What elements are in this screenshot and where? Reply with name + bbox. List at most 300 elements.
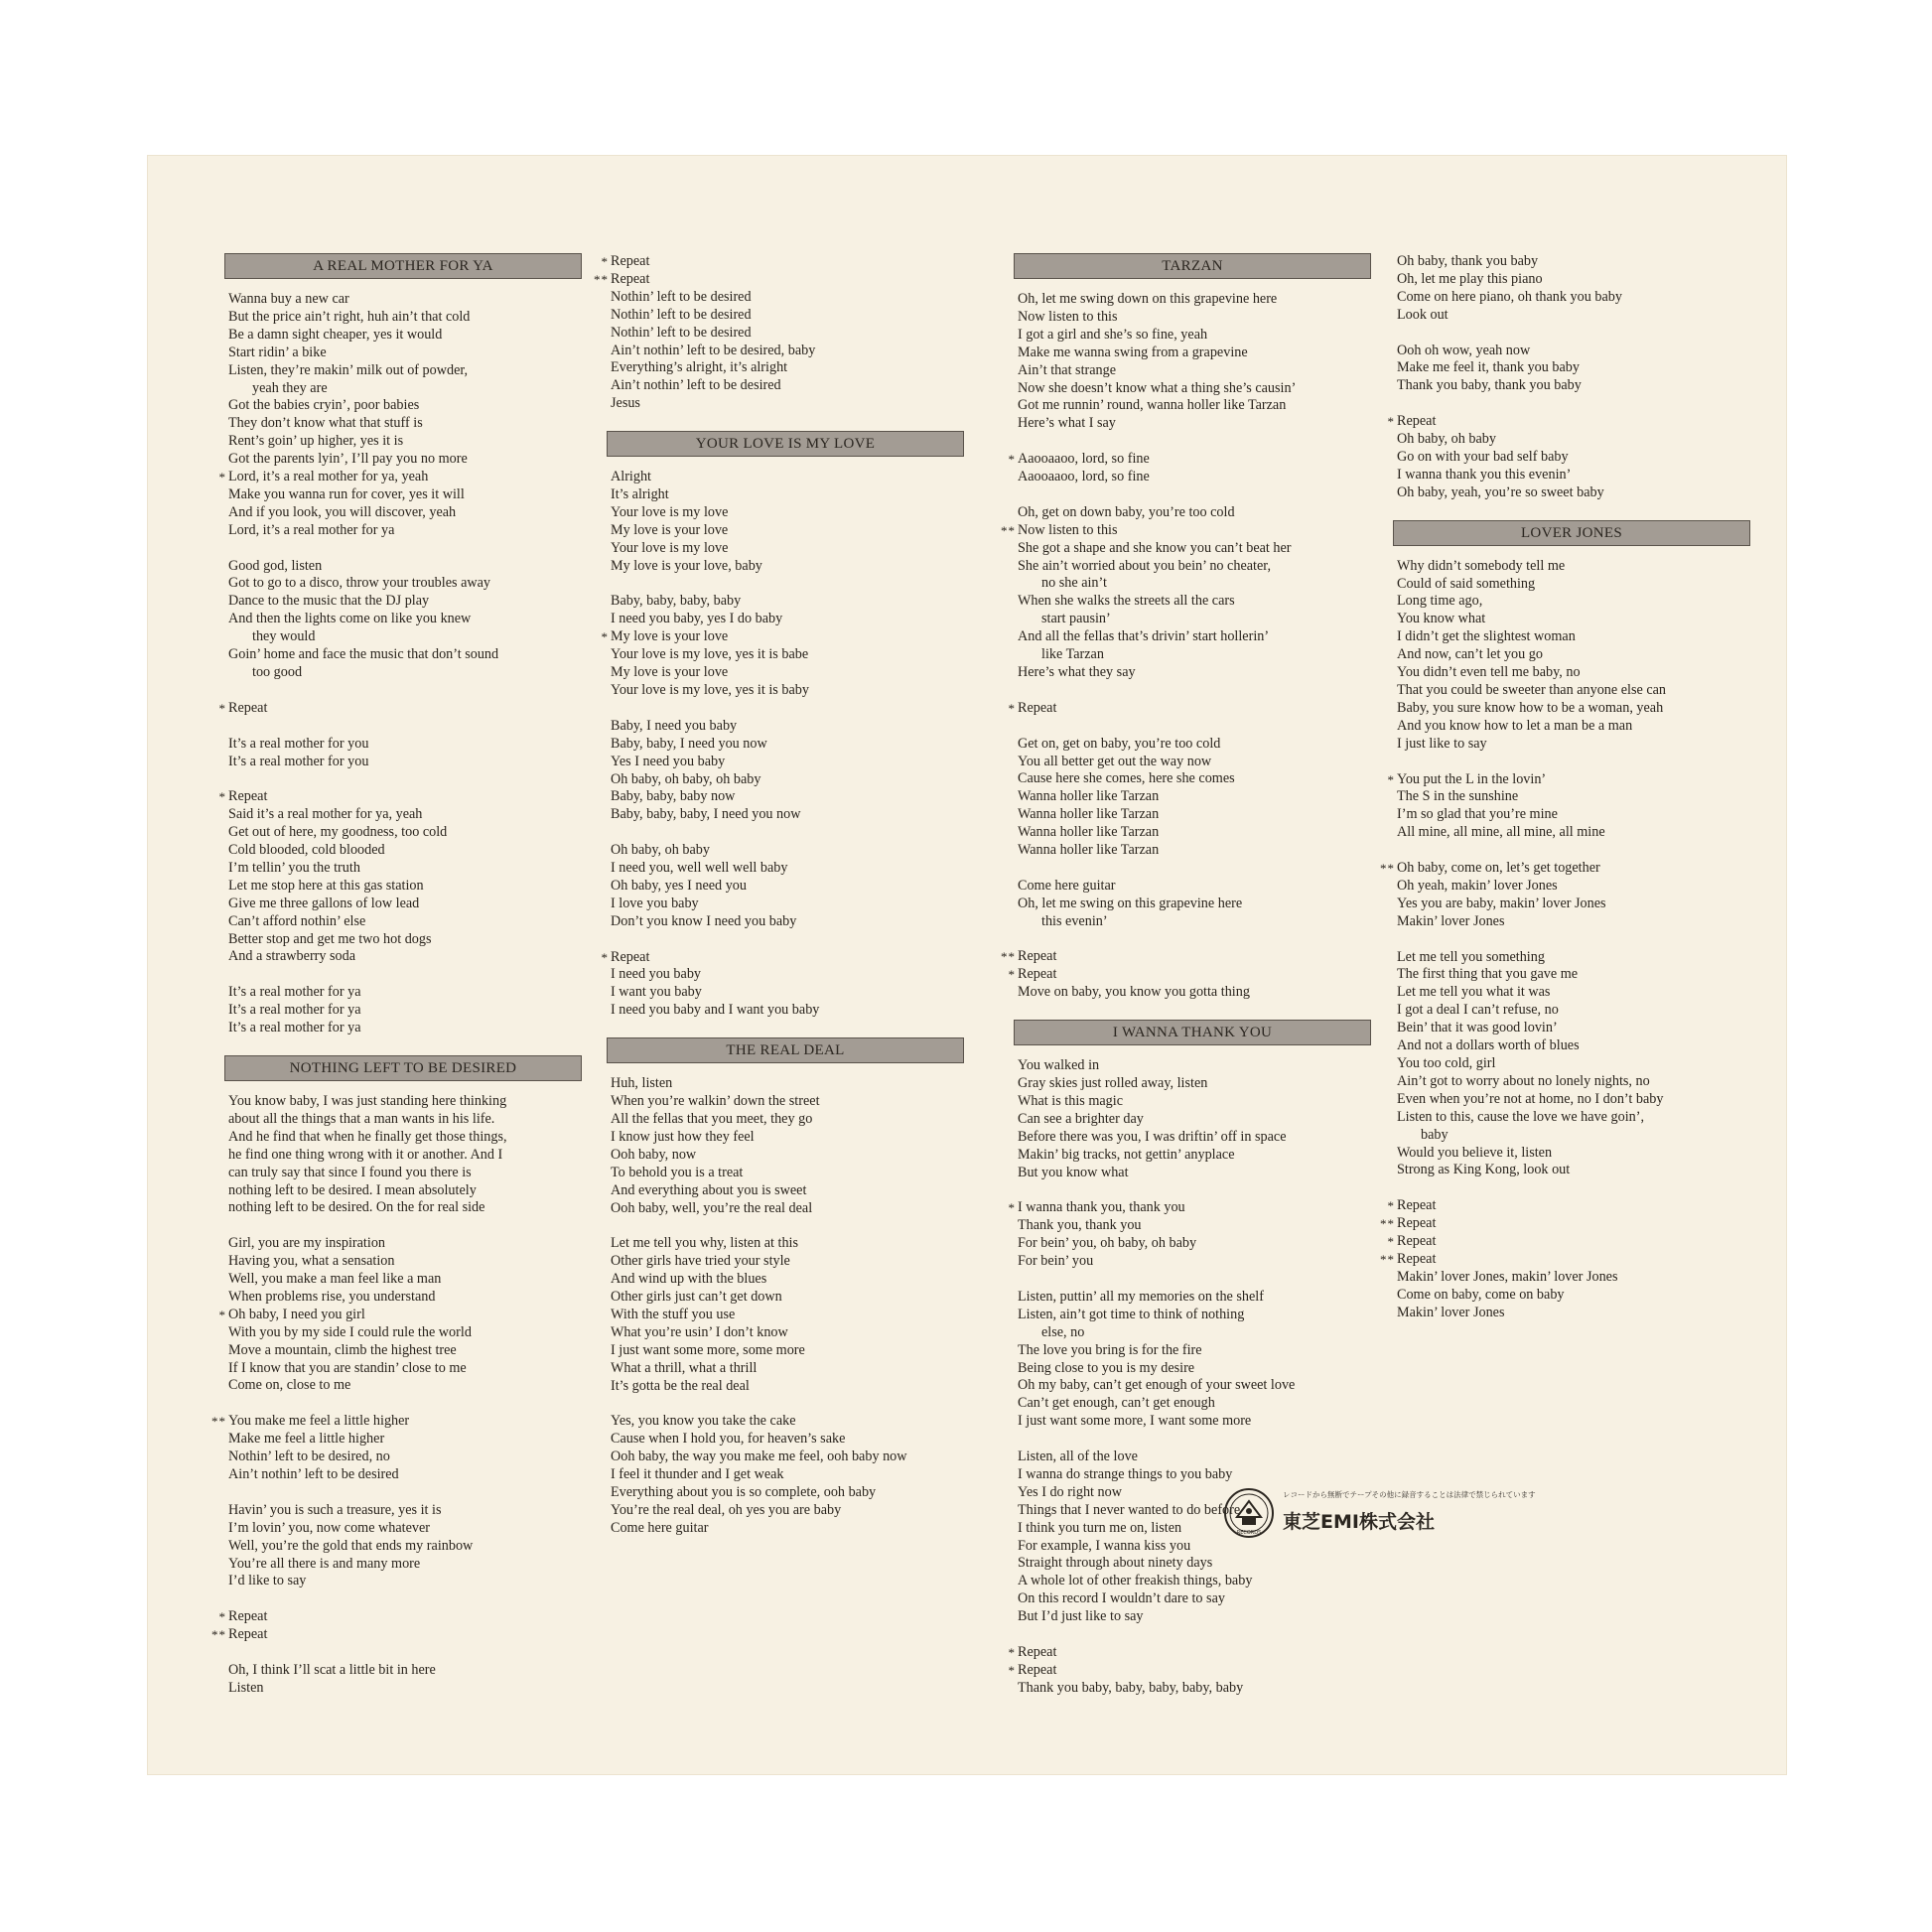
- lyric-line: [607, 377, 964, 395]
- lyric-text: Nothin’ left to be desired: [611, 288, 752, 305]
- lyric-text: You walked in: [1018, 1057, 1100, 1074]
- lyric-text: Wanna holler like Tarzan: [1018, 842, 1160, 859]
- lyric-text: Move on baby, you know you gotta thing: [1018, 984, 1250, 1001]
- lyric-text: Havin’ you is such a treasure, yes it is: [228, 1501, 442, 1518]
- lyric-line: [607, 1075, 964, 1093]
- lyric-line: [1393, 325, 1750, 343]
- lyric-text: But I’d just like to say: [1018, 1608, 1144, 1625]
- lyric-line: [1014, 1573, 1371, 1590]
- lyric-text: Your love is my love: [611, 503, 729, 520]
- lyric-text: Come on baby, come on baby: [1397, 1286, 1565, 1303]
- lyric-line: [1393, 558, 1750, 576]
- lyric-line: [1393, 788, 1750, 806]
- lyric-line: [1393, 431, 1750, 449]
- lyric-text: Listen, puttin’ all my memories on the shelf: [1018, 1288, 1264, 1305]
- lyric-text: It’s a real mother for ya: [228, 984, 361, 1001]
- lyric-line: [224, 1573, 582, 1590]
- lyric-line: [607, 504, 964, 522]
- lyric-text: they would: [252, 628, 316, 645]
- lyric-line: [607, 842, 964, 860]
- lyric-text: I didn’t get the slightest woman: [1397, 628, 1576, 645]
- lyric-text: What a thrill, what a thrill: [611, 1359, 758, 1376]
- lyric-text: Things that I never wanted to do before: [1018, 1501, 1241, 1518]
- lyric-line: [1014, 1165, 1371, 1182]
- song-block: [607, 1037, 964, 1538]
- lyric-line: [1014, 628, 1371, 646]
- lyric-line: [1014, 397, 1371, 415]
- lyric-text: Baby, I need you baby: [611, 717, 738, 734]
- lyric-line: [1393, 646, 1750, 664]
- lyric-text: Here’s what they say: [1018, 664, 1136, 680]
- lyric-text: Ain’t nothin’ left to be desired: [611, 377, 781, 394]
- lyric-text: Wanna buy a new car: [228, 291, 349, 307]
- lyric-line: [1393, 359, 1750, 377]
- lyric-text: I just like to say: [1397, 735, 1487, 752]
- lyric-line: [224, 646, 582, 664]
- lyric-line: [1014, 1431, 1371, 1449]
- repeat-marker: **: [1001, 522, 1016, 538]
- lyric-line: [607, 1217, 964, 1235]
- lyric-line: [607, 289, 964, 307]
- lyric-line: [1014, 1608, 1371, 1626]
- lyric-line: [1014, 913, 1371, 931]
- lyric-line: [1014, 327, 1371, 345]
- lyric-line: [1393, 377, 1750, 395]
- lyric-line: [224, 380, 582, 398]
- lyric-line: [224, 1484, 582, 1502]
- lyric-line: [224, 1644, 582, 1662]
- lyric-line: [607, 646, 964, 664]
- lyric-line: [224, 682, 582, 700]
- lyric-text: about all the things that a man wants in his life.: [228, 1110, 495, 1127]
- lyric-line: [1393, 449, 1750, 467]
- lyric-text: Oh, I think I’ll scat a little bit in here: [228, 1661, 436, 1678]
- repeat-marker: *: [218, 470, 226, 485]
- lyric-text: Thank you baby, baby, baby, baby, baby: [1018, 1679, 1244, 1696]
- lyric-line: [607, 1111, 964, 1129]
- lyric-line: [1393, 1287, 1750, 1305]
- lyric-text: Huh, listen: [611, 1075, 673, 1092]
- lyric-line: [1014, 842, 1371, 860]
- lyric-line: [1380, 1250, 1750, 1269]
- lyric-line: [224, 913, 582, 931]
- lyric-text: Oh baby, thank you baby: [1397, 253, 1539, 269]
- lyric-line: [607, 913, 964, 931]
- lyric-line: [1014, 1217, 1371, 1235]
- lyric-text: Move a mountain, climb the highest tree: [228, 1341, 457, 1358]
- lyric-line: [1014, 540, 1371, 558]
- lyric-line: [607, 343, 964, 360]
- lyric-text: baby: [1421, 1126, 1449, 1143]
- lyric-text: And he find that when he finally get those things,: [228, 1128, 507, 1145]
- lyric-text: Repeat: [1018, 699, 1057, 716]
- lyric-line: [224, 966, 582, 984]
- lyric-line: [218, 699, 582, 718]
- lyric-text: Aaooaaoo, lord, so fine: [1018, 451, 1150, 468]
- lyric-text: I’d like to say: [228, 1573, 307, 1589]
- lyric-text: Listen: [228, 1679, 264, 1696]
- lyric-text: They don’t know what that stuff is: [228, 415, 423, 432]
- lyric-line: [1393, 736, 1750, 754]
- lyric-text: I got a girl and she’s so fine, yeah: [1018, 326, 1208, 343]
- lyric-line: [224, 1662, 582, 1680]
- lyric-text: My love is your love, baby: [611, 557, 762, 574]
- lyric-line: [607, 1360, 964, 1378]
- lyric-text: Be a damn sight cheaper, yes it would: [228, 326, 443, 343]
- lyric-line: [224, 1342, 582, 1360]
- lyric-text: Good god, listen: [228, 557, 323, 574]
- lyric-text: can truly say that since I found you there is: [228, 1164, 472, 1180]
- lyric-text: You know what: [1397, 611, 1486, 627]
- repeat-marker: **: [211, 1414, 226, 1430]
- lyric-line: [224, 1111, 582, 1129]
- repeat-marker: **: [1380, 861, 1395, 877]
- lyric-line: [224, 1538, 582, 1556]
- lyric-text: Got me runnin’ round, wanna holler like Tarzan: [1018, 397, 1287, 414]
- lyric-line: [601, 948, 964, 967]
- lyric-line: [1014, 1289, 1371, 1307]
- lyric-line: [607, 824, 964, 842]
- lyric-line: [607, 700, 964, 718]
- lyric-text: Repeat: [611, 253, 650, 269]
- repeat-marker: **: [1380, 1216, 1395, 1232]
- lyric-text: Repeat: [228, 699, 268, 716]
- lyric-text: Thank you, thank you: [1018, 1217, 1142, 1234]
- lyrics-column-4: [1380, 253, 1750, 1340]
- lyric-text: Makin’ lover Jones, makin’ lover Jones: [1397, 1268, 1618, 1285]
- lyric-line: [607, 1165, 964, 1182]
- lyric-text: Before there was you, I was driftin’ off in space: [1018, 1128, 1287, 1145]
- lyric-text: And then the lights come on like you knew: [228, 611, 472, 627]
- repeat-marker: *: [601, 254, 609, 269]
- lyric-line: [1393, 307, 1750, 325]
- lyric-line: [607, 1502, 964, 1520]
- lyric-text: Let me tell you something: [1397, 948, 1545, 965]
- song-block: [594, 253, 964, 413]
- lyric-text: It’s a real mother for you: [228, 735, 369, 752]
- lyric-line: [607, 736, 964, 754]
- song-title: NOTHING LEFT TO BE DESIRED: [224, 1055, 582, 1081]
- lyric-text: All mine, all mine, all mine, all mine: [1397, 824, 1605, 841]
- lyric-line: [1008, 699, 1371, 718]
- lyric-line: [1393, 896, 1750, 913]
- lyric-line: [1393, 842, 1750, 860]
- lyric-line: [1014, 1235, 1371, 1253]
- lyric-line: [1014, 1395, 1371, 1413]
- lyric-line: [607, 931, 964, 949]
- lyric-line: [224, 504, 582, 522]
- lyric-line: [1014, 1253, 1371, 1271]
- lyric-text: start pausin’: [1041, 611, 1111, 627]
- lyric-text: Oh, let me swing on this grapevine here: [1018, 895, 1243, 911]
- lyric-text: Dance to the music that the DJ play: [228, 593, 430, 610]
- lyric-line: [1014, 664, 1371, 682]
- lyric-line: [224, 718, 582, 736]
- lyric-line: [224, 878, 582, 896]
- lyric-text: Yes, you know you take the cake: [611, 1413, 796, 1430]
- lyric-line: [1380, 860, 1750, 878]
- lyric-text: Ooh baby, the way you make me feel, ooh baby now: [611, 1449, 907, 1465]
- lyric-text: Come on here piano, oh thank you baby: [1397, 288, 1622, 305]
- lyric-line: [224, 1002, 582, 1020]
- repeat-marker: **: [211, 1627, 226, 1643]
- repeat-marker: **: [1380, 1251, 1395, 1267]
- repeat-marker: *: [1387, 1198, 1395, 1214]
- lyric-line: [1393, 1305, 1750, 1322]
- lyric-text: Lord, it’s a real mother for ya, yeah: [228, 469, 429, 485]
- lyric-line: [224, 540, 582, 558]
- lyric-text: Ain’t that strange: [1018, 361, 1117, 378]
- lyric-line: [1014, 718, 1371, 736]
- lyric-text: My love is your love: [611, 664, 729, 681]
- repeat-marker: *: [1008, 700, 1016, 716]
- lyric-text: Got the babies cryin’, poor babies: [228, 397, 420, 414]
- lyric-text: Girl, you are my inspiration: [228, 1235, 386, 1252]
- lyric-text: And not a dollars worth of blues: [1397, 1037, 1580, 1054]
- lyric-text: Your love is my love, yes it is baby: [611, 682, 809, 699]
- lyric-text: Baby, baby, baby now: [611, 788, 736, 805]
- lyric-text: Other girls have tried your style: [611, 1253, 790, 1270]
- lyric-line: [607, 682, 964, 700]
- lyric-text: Could of said something: [1397, 575, 1536, 592]
- lyric-text: Oh baby, come on, let’s get together: [1397, 860, 1600, 877]
- lyric-line: [224, 948, 582, 966]
- lyric-text: The love you bring is for the fire: [1018, 1341, 1202, 1358]
- lyric-text: Oh yeah, makin’ lover Jones: [1397, 877, 1558, 894]
- lyric-text: Make me feel a little higher: [228, 1431, 385, 1448]
- song-title: THE REAL DEAL: [607, 1037, 964, 1063]
- lyric-line: [607, 878, 964, 896]
- lyric-line: [224, 754, 582, 771]
- lyric-line: [1393, 931, 1750, 949]
- lyric-text: And all the fellas that’s drivin’ start hollerin’: [1018, 628, 1270, 645]
- lyric-line: [1393, 1020, 1750, 1037]
- lyric-line: [1001, 948, 1371, 966]
- lyric-text: Ain’t nothin’ left to be desired: [228, 1465, 399, 1482]
- lyric-text: Oh, get on down baby, you’re too cold: [1018, 503, 1235, 520]
- emblem-text: RECORDS: [1236, 1530, 1262, 1536]
- lyric-text: With you by my side I could rule the world: [228, 1323, 472, 1340]
- lyric-line: [1014, 1377, 1371, 1395]
- lyric-text: Can’t get enough, can’t get enough: [1018, 1395, 1215, 1412]
- lyric-text: Don’t you know I need you baby: [611, 912, 797, 929]
- lyric-text: To behold you is a treat: [611, 1164, 744, 1180]
- lyric-line: [224, 415, 582, 433]
- lyric-line: [607, 1002, 964, 1020]
- lyric-line: [1393, 271, 1750, 289]
- lyric-text: When problems rise, you understand: [228, 1288, 436, 1305]
- lyric-line: [607, 522, 964, 540]
- lyric-text: Oh baby, yeah, you’re so sweet baby: [1397, 483, 1604, 500]
- repeat-marker: *: [218, 700, 226, 716]
- lyric-text: And wind up with the blues: [611, 1271, 767, 1288]
- lyric-text: yeah they are: [252, 379, 328, 396]
- lyric-text: Yes you are baby, makin’ lover Jones: [1397, 895, 1606, 911]
- lyric-text: Repeat: [1018, 1661, 1057, 1678]
- lyric-text: When she walks the streets all the cars: [1018, 593, 1235, 610]
- lyric-line: [224, 1520, 582, 1538]
- lyric-text: nothing left to be desired. I mean absolutely: [228, 1181, 477, 1198]
- lyric-line: [224, 1431, 582, 1449]
- lyric-line: [607, 1235, 964, 1253]
- lyric-line: [224, 664, 582, 682]
- lyric-line: [224, 1502, 582, 1520]
- song-block: [1380, 520, 1750, 1322]
- lyric-text: I need you, well well well baby: [611, 860, 788, 877]
- lyric-text: It’s a real mother for you: [228, 753, 369, 769]
- lyric-line: [1393, 1269, 1750, 1287]
- repeat-marker: *: [1008, 452, 1016, 468]
- lyric-line: [607, 486, 964, 504]
- lyric-text: I want you baby: [611, 984, 702, 1001]
- lyric-line: [224, 451, 582, 469]
- lyric-text: Said it’s a real mother for ya, yeah: [228, 806, 423, 823]
- lyric-line: [1014, 1182, 1371, 1200]
- lyric-line: [224, 1199, 582, 1217]
- lyric-line: [607, 1484, 964, 1502]
- lyric-text: Repeat: [611, 948, 650, 965]
- lyric-line: [224, 522, 582, 540]
- lyric-line: [1393, 1055, 1750, 1073]
- lyric-text: Wanna holler like Tarzan: [1018, 806, 1160, 823]
- lyric-line: [607, 806, 964, 824]
- lyric-text: Repeat: [1397, 1215, 1437, 1232]
- lyric-line: [218, 1608, 582, 1626]
- lyric-text: I need you baby: [611, 966, 702, 983]
- lyric-text: A whole lot of other freakish things, baby: [1018, 1573, 1253, 1589]
- lyric-text: You’re the real deal, oh yes you are baby: [611, 1501, 842, 1518]
- song-block: [218, 253, 582, 1037]
- lyric-line: [1008, 1199, 1371, 1217]
- lyric-text: Repeat: [1018, 948, 1057, 965]
- lyric-text: You too cold, girl: [1397, 1054, 1496, 1071]
- lyric-line: [1014, 1342, 1371, 1360]
- lyric-line: [1014, 345, 1371, 362]
- lyric-line: [1008, 966, 1371, 984]
- lyric-line: [607, 359, 964, 377]
- lyric-text: Rent’s goin’ up higher, yes it is: [228, 433, 404, 450]
- lyric-text: I need you baby and I want you baby: [611, 1002, 820, 1019]
- lyric-text: For bein’ you: [1018, 1253, 1094, 1270]
- lyric-line: [1393, 1037, 1750, 1055]
- lyric-line: [224, 1165, 582, 1182]
- lyric-text: Now listen to this: [1018, 521, 1118, 538]
- lyric-text: Come here guitar: [611, 1519, 709, 1536]
- lyric-text: What you’re usin’ I don’t know: [611, 1323, 788, 1340]
- lyric-text: My love is your love: [611, 521, 729, 538]
- lyric-line: [1014, 1057, 1371, 1075]
- lyric-line: [224, 842, 582, 860]
- lyric-line: [224, 628, 582, 646]
- lyric-line: [224, 1449, 582, 1466]
- lyric-line: [1393, 1109, 1750, 1127]
- lyric-line: [607, 576, 964, 594]
- lyric-line: [224, 433, 582, 451]
- lyric-text: this evenin’: [1041, 912, 1108, 929]
- lyric-line: [1393, 718, 1750, 736]
- lyric-line: [224, 1235, 582, 1253]
- lyric-line: [224, 486, 582, 504]
- lyric-line: [1014, 824, 1371, 842]
- lyric-line: [1014, 1466, 1371, 1484]
- lyric-text: Look out: [1397, 306, 1449, 323]
- lyric-text: Well, you make a man feel like a man: [228, 1271, 442, 1288]
- lyric-line: [1014, 593, 1371, 611]
- lyric-text: You put the L in the lovin’: [1397, 770, 1547, 787]
- lyric-line: [607, 754, 964, 771]
- lyric-text: Nothin’ left to be desired: [611, 324, 752, 341]
- song-block: [1387, 253, 1750, 502]
- lyric-line: [1014, 1271, 1371, 1289]
- lyric-line: [1014, 1075, 1371, 1093]
- lyric-text: Oh baby, oh baby, oh baby: [611, 770, 761, 787]
- lyric-text: Long time ago,: [1397, 593, 1483, 610]
- repeat-marker: *: [1008, 1662, 1016, 1678]
- lyric-text: too good: [252, 664, 303, 681]
- lyric-line: [1393, 1127, 1750, 1145]
- lyric-text: Oh my baby, can’t get enough of your sweet love: [1018, 1377, 1296, 1394]
- lyric-line: [224, 327, 582, 345]
- lyric-text: Come here guitar: [1018, 877, 1116, 894]
- lyric-text: like Tarzan: [1041, 646, 1104, 663]
- company-name: 東芝EMI株式会社: [1283, 1511, 1435, 1533]
- lyric-line: [1393, 966, 1750, 984]
- lyric-text: Cause here she comes, here she comes: [1018, 770, 1235, 787]
- lyric-text: It’s alright: [611, 486, 669, 503]
- lyric-text: Makin’ lover Jones: [1397, 912, 1505, 929]
- lyric-line: [1001, 521, 1371, 540]
- lyric-text: Ooh oh wow, yeah now: [1397, 342, 1531, 358]
- lyric-line: [1393, 593, 1750, 611]
- lyric-line: [224, 1556, 582, 1574]
- lyric-text: Baby, you sure know how to be a woman, yeah: [1397, 699, 1664, 716]
- lyric-text: Got the parents lyin’, I’ll pay you no more: [228, 451, 468, 468]
- lyric-line: [607, 664, 964, 682]
- repeat-marker: *: [218, 789, 226, 805]
- lyric-line: [1393, 484, 1750, 502]
- lyric-text: Even when you’re not at home, no I don’t baby: [1397, 1090, 1664, 1107]
- lyric-line: [1014, 931, 1371, 949]
- lyric-text: he find one thing wrong with it or another. And I: [228, 1146, 503, 1163]
- lyric-line: [1014, 1093, 1371, 1111]
- lyric-text: Baby, baby, I need you now: [611, 735, 767, 752]
- lyric-line: [224, 1129, 582, 1147]
- lyric-text: Wanna holler like Tarzan: [1018, 824, 1160, 841]
- lyric-line: [1014, 788, 1371, 806]
- lyric-line: [1014, 1413, 1371, 1431]
- repeat-marker: *: [218, 1609, 226, 1625]
- lyric-line: [1393, 824, 1750, 842]
- lyric-line: [1014, 1360, 1371, 1378]
- lyric-text: Alright: [611, 469, 651, 485]
- lyric-text: Thank you baby, thank you baby: [1397, 377, 1582, 394]
- lyric-text: Ain’t nothin’ left to be desired, baby: [611, 342, 816, 358]
- lyric-text: For bein’ you, oh baby, oh baby: [1018, 1235, 1197, 1252]
- lyric-line: [1393, 913, 1750, 931]
- lyric-line: [224, 611, 582, 628]
- lyric-text: I wanna thank you, thank you: [1018, 1199, 1185, 1216]
- lyric-text: You all better get out the way now: [1018, 753, 1212, 769]
- lyric-text: Your love is my love: [611, 539, 729, 556]
- song-block: [1008, 1020, 1371, 1698]
- lyric-line: [1008, 1661, 1371, 1680]
- lyric-text: Being close to you is my desire: [1018, 1359, 1195, 1376]
- lyric-text: Goin’ home and face the music that don’t sound: [228, 646, 499, 663]
- lyric-line: [1014, 754, 1371, 771]
- lyric-line: [1387, 1233, 1750, 1251]
- repeat-marker: **: [594, 271, 609, 287]
- lyric-line: [1014, 415, 1371, 433]
